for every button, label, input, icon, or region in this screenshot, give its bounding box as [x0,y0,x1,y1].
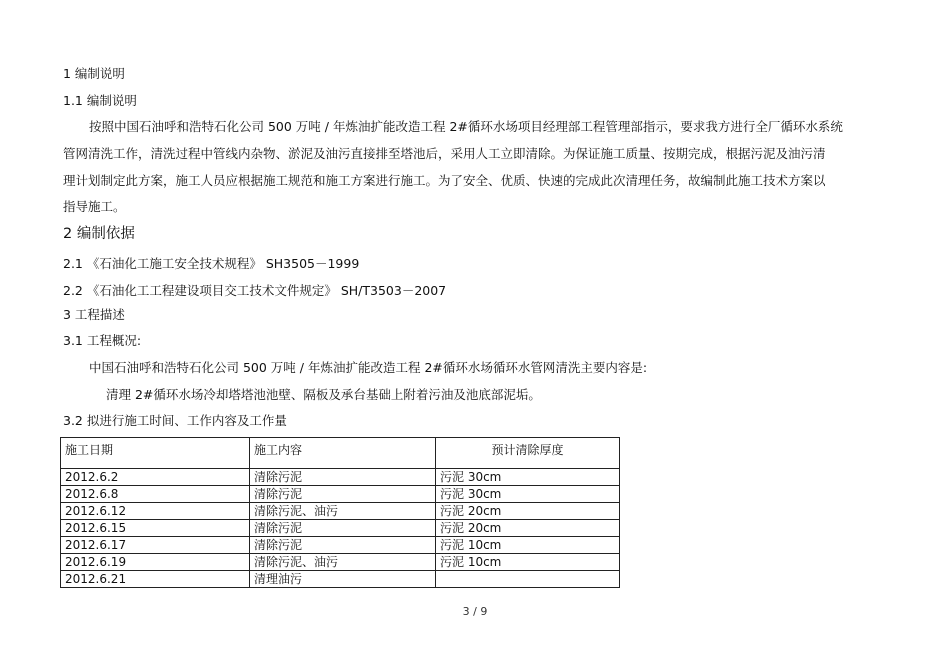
table-row [61,503,620,520]
cell-thickness: 污泥 30cm [436,469,620,486]
cell-date: 2012.6.19 [61,554,250,571]
cell-date: 2012.6.17 [61,537,250,554]
cell-content: 清除污泥、油污 [250,554,436,571]
cell-thickness: 污泥 30cm [436,486,620,503]
paragraph-line: 中国石油呼和浩特石化公司 500 万吨 / 年炼油扩能改造工程 2#循环水场循环水管网清洗主要内容是: [89,360,648,375]
cell-thickness: 污泥 20cm [436,520,620,537]
table-row [61,571,620,588]
cell-date: 2012.6.21 [61,571,250,588]
header-date: 施工日期 [61,438,250,469]
cell-content: 清除污泥 [250,520,436,537]
table-header-row [61,438,620,469]
cell-content: 清除污泥 [250,469,436,486]
cell-date: 2012.6.2 [61,469,250,486]
paragraph-line: 管网清洗工作，清洗过程中管线内杂物、淤泥及油污直接排至塔池后，采用人工立即清除。为保证施工质量、按期完成，根据污泥及油污清 [63,146,826,161]
section-1-title: 1 编制说明 [63,66,125,81]
table-row [61,520,620,537]
paragraph-line: 按照中国石油呼和浩特石化公司 500 万吨 / 年炼油扩能改造工程 2#循环水场项目经理部工程管理部指示，要求我方进行全厂循环水系统 [89,119,843,134]
cell-content: 清除污泥 [250,537,436,554]
cell-date: 2012.6.8 [61,486,250,503]
section-3-title: 3 工程描述 [63,307,125,322]
table-row [61,537,620,554]
cell-date: 2012.6.15 [61,520,250,537]
table-row [61,486,620,503]
cell-date: 2012.6.12 [61,503,250,520]
reference-item: 2.1 《石油化工施工安全技术规程》 SH3505－1999 [63,256,360,271]
paragraph-line: 理计划制定此方案，施工人员应根据施工规范和施工方案进行施工。为了安全、优质、快速的完成此次清理任务，故编制此施工技术方案以 [63,173,826,188]
cell-content: 清除污泥 [250,486,436,503]
paragraph-line: 指导施工。 [63,199,126,214]
cell-content: 清除污泥、油污 [250,503,436,520]
schedule-table [60,437,620,588]
cell-thickness: 污泥 20cm [436,503,620,520]
cell-content: 清理油污 [250,571,436,588]
header-content: 施工内容 [250,438,436,469]
table-row [61,469,620,486]
page-number: 3 / 9 [462,605,488,618]
reference-item: 2.2 《石油化工工程建设项目交工技术文件规定》 SH/T3503－2007 [63,283,447,298]
paragraph-line: 清理 2#循环水场冷却塔塔池池壁、隔板及承台基础上附着污油及池底部泥垢。 [106,387,541,402]
section-3-1-title: 3.1 工程概况: [63,333,142,348]
cell-thickness [436,571,620,588]
section-1-1-title: 1.1 编制说明 [63,93,137,108]
table-row [61,554,620,571]
section-3-2-title: 3.2 拟进行施工时间、工作内容及工作量 [63,413,287,428]
section-2-title: 2 编制依据 [63,226,135,242]
cell-thickness: 污泥 10cm [436,554,620,571]
cell-thickness: 污泥 10cm [436,537,620,554]
header-thickness: 预计清除厚度 [436,438,620,469]
